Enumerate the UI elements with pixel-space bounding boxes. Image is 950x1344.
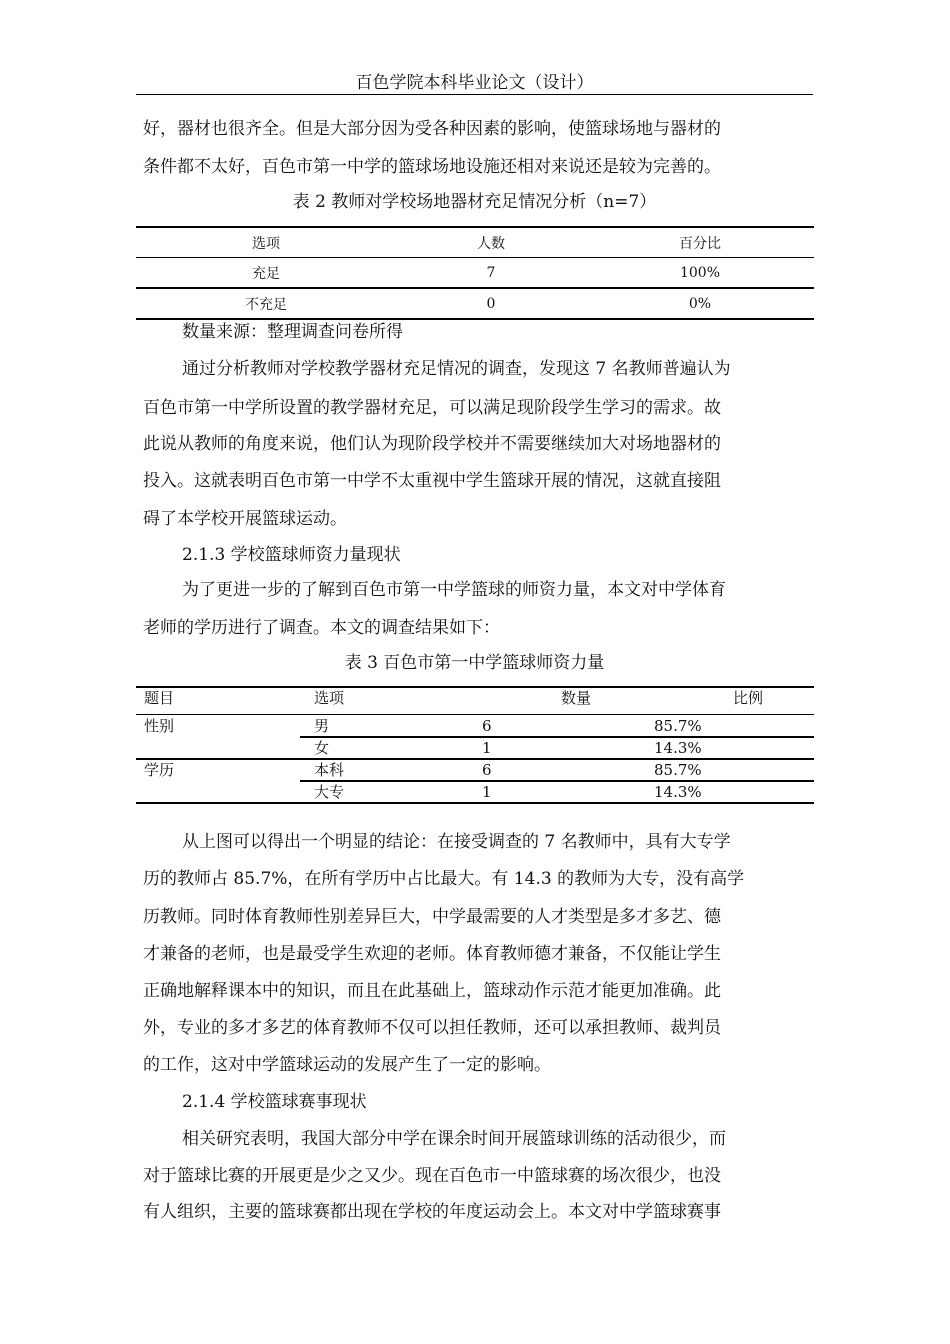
table-top-rule (136, 686, 814, 688)
table-header-row (136, 227, 814, 258)
paragraph-line: 条件都不太好，百色市第一中学的篮球场地设施还相对来说还是较为完善的。 (143, 157, 721, 177)
table-row (136, 288, 814, 319)
table-cell: 性别 (144, 717, 175, 735)
table-cell: 不充足 (136, 288, 396, 319)
table-cell: 85.7% (654, 717, 702, 735)
section-heading: 2.1.3 学校篮球师资力量现状 (182, 545, 401, 565)
table-row (136, 258, 814, 289)
paragraph-line: 相关研究表明，我国大部分中学在课余时间开展篮球训练的活动很少，而 (182, 1129, 726, 1149)
table-cell: 1 (482, 783, 492, 801)
paragraph-line: 好，器材也很齐全。但是大部分因为受各种因素的影响，使篮球场地与器材的 (143, 119, 721, 139)
paragraph-line: 碍了本学校开展篮球运动。 (143, 509, 347, 529)
page-header: 百色学院本科毕业论文（设计） (355, 73, 594, 93)
paragraph-line: 外，专业的多才多艺的体育教师不仅可以担任教师，还可以承担教师、裁判员 (143, 1018, 721, 1038)
table-cell: 85.7% (654, 761, 702, 779)
paragraph-line: 从上图可以得出一个明显的结论：在接受调查的 7 名教师中，具有大专学 (182, 832, 731, 852)
table-cell: 大专 (314, 783, 345, 801)
paragraph-line: 才兼备的老师，也是最受学生欢迎的老师。体育教师德才兼备，不仅能让学生 (143, 944, 721, 964)
table-header-cell: 题目 (144, 689, 175, 707)
table2 (136, 226, 814, 320)
table-cell: 学历 (144, 761, 175, 779)
table-header-cell: 人数 (396, 227, 586, 258)
table-row-rule (136, 758, 814, 760)
paragraph-line: 百色市第一中学所设置的教学器材充足，可以满足现阶段学生学习的需求。故 (143, 398, 721, 418)
table-cell: 本科 (314, 761, 345, 779)
table-cell: 14.3% (654, 739, 702, 757)
paragraph-line: 历教师。同时体育教师性别差异巨大，中学最需要的人才类型是多才多艺、德 (143, 907, 721, 927)
table-header-cell: 数量 (561, 689, 592, 707)
table-cell: 充足 (136, 258, 396, 289)
table2-caption: 表 2 教师对学校场地器材充足情况分析（n=7） (292, 192, 657, 212)
table-header-cell: 百分比 (586, 227, 814, 258)
paragraph-line: 历的教师占 85.7%，在所有学历中占比最大。有 14.3 的教师为大专，没有高学 (143, 869, 745, 889)
table-header-cell: 比例 (733, 689, 764, 707)
table-cell: 100% (586, 258, 814, 289)
table-header-cell: 选项 (136, 227, 396, 258)
table-bottom-rule (136, 802, 814, 804)
table-cell: 6 (482, 761, 492, 779)
table-cell: 7 (396, 258, 586, 289)
table-row-rule (300, 736, 814, 738)
table-cell: 0 (396, 288, 586, 319)
source-note: 数量来源：整理调查问卷所得 (182, 322, 403, 342)
paragraph-line: 为了更进一步的了解到百色市第一中学篮球的师资力量，本文对中学体育 (182, 580, 726, 600)
table-cell: 男 (314, 717, 330, 735)
paragraph-line: 的工作，这对中学篮球运动的发展产生了一定的影响。 (143, 1055, 551, 1075)
paragraph-line: 对于篮球比赛的开展更是少之又少。现在百色市一中篮球赛的场次很少，也没 (143, 1166, 721, 1186)
paragraph-line: 此说从教师的角度来说，他们认为现阶段学校并不需要继续加大对场地器材的 (143, 434, 721, 454)
section-heading: 2.1.4 学校篮球赛事现状 (182, 1092, 367, 1112)
paragraph-line: 老师的学历进行了调查。本文的调查结果如下： (143, 618, 500, 638)
header-rule (136, 94, 813, 95)
table-cell: 0% (586, 288, 814, 319)
paragraph-line: 有人组织，主要的篮球赛都出现在学校的年度运动会上。本文对中学篮球赛事 (143, 1202, 721, 1222)
table3-caption: 表 3 百色市第一中学篮球师资力量 (344, 653, 605, 673)
table-header-cell: 选项 (314, 689, 345, 707)
paragraph-line: 投入。这就表明百色市第一中学不太重视中学生篮球开展的情况，这就直接阻 (143, 471, 721, 491)
paragraph-line: 通过分析教师对学校教学器材充足情况的调查，发现这 7 名教师普遍认为 (182, 359, 731, 379)
table-header-rule (136, 714, 814, 715)
table-cell: 14.3% (654, 783, 702, 801)
paragraph-line: 正确地解释课本中的知识，而且在此基础上，篮球动作示范才能更加准确。此 (143, 981, 721, 1001)
table-cell: 女 (314, 739, 330, 757)
table-cell: 6 (482, 717, 492, 735)
table-row-rule (300, 780, 814, 782)
table-cell: 1 (482, 739, 492, 757)
